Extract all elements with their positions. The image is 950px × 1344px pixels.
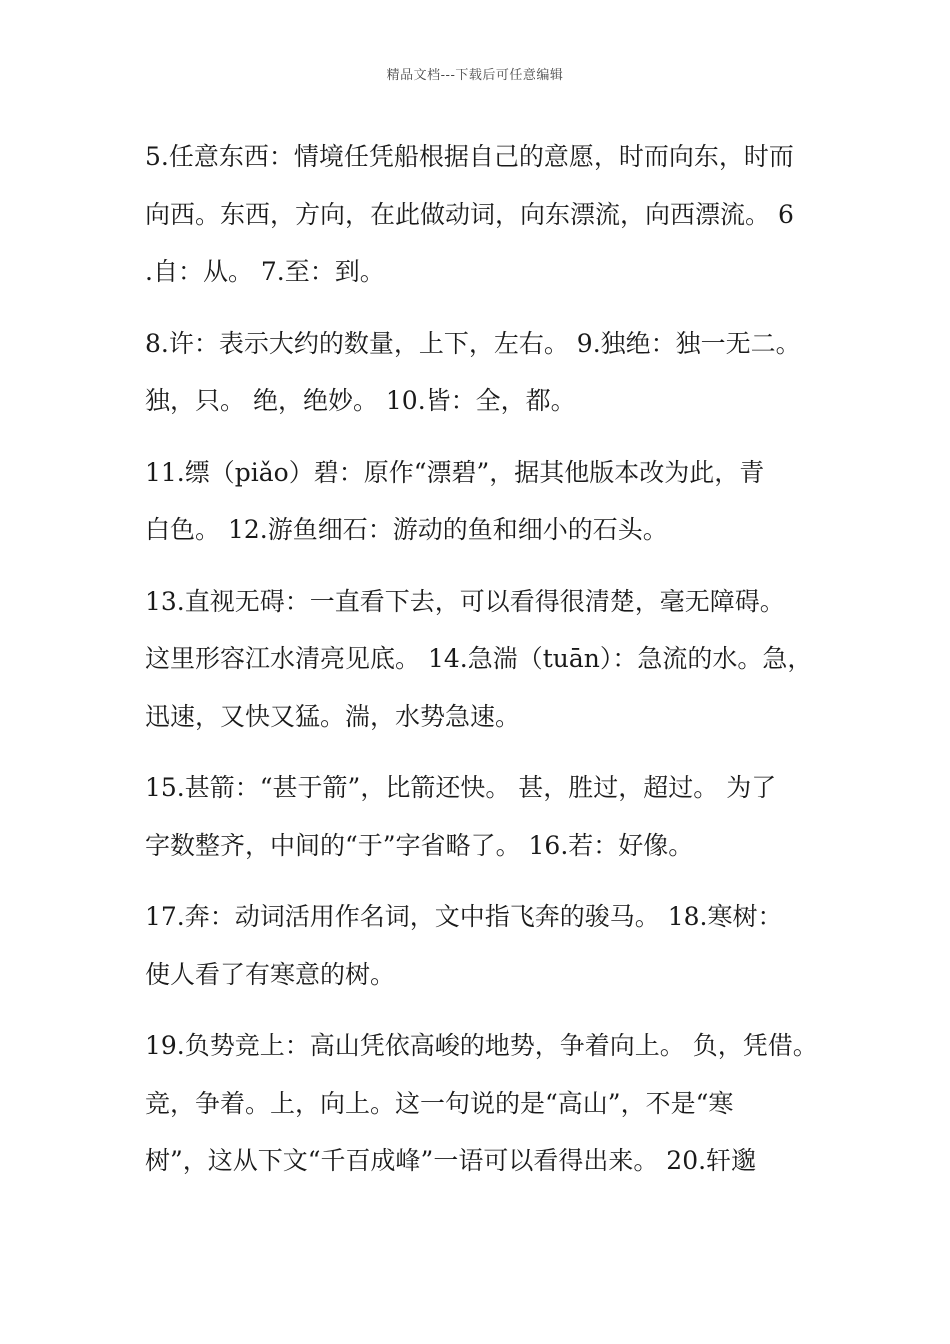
annotation-paragraph: [145, 315, 815, 430]
annotation-paragraph: [145, 128, 815, 301]
annotation-paragraph: [145, 1017, 818, 1190]
annotation-paragraph: [145, 888, 815, 1003]
text-line: 向西。东西，方向，在此做动词，向东漂流，向西漂流。 6: [145, 199, 794, 229]
text-line: 迅速，又快又猛。湍，水势急速。: [145, 701, 521, 731]
text-line: 这里形容江水清亮见底。 14.急湍（tuān）：急流的水。急，: [145, 644, 813, 673]
page-header: 精品文档---下载后可任意编辑: [386, 68, 564, 83]
text-line: 13.直视无碍：一直看下去，可以看得很清楚，毫无障碍。: [145, 586, 785, 616]
annotation-paragraph: [145, 759, 815, 874]
annotation-paragraph: [145, 573, 815, 746]
text-line: 5.任意东西：情境任凭船根据自己的意愿，时而向东，时而: [145, 142, 794, 171]
text-line: 独，只。 绝，绝妙。 10.皆：全，都。: [145, 386, 576, 415]
text-line: 8.许：表示大约的数量，上下，左右。 9.独绝：独一无二。: [145, 328, 801, 358]
text-line: 17.奔：动词活用作名词，文中指飞奔的骏马。 18.寒树：: [145, 902, 783, 931]
text-line: 白色。 12.游鱼细石：游动的鱼和细小的石头。: [145, 515, 668, 544]
text-line: 使人看了有寒意的树。: [145, 959, 396, 989]
text-line: 树”，这从下文“千百成峰”一语可以看得出来。 20.轩邈: [145, 1146, 757, 1175]
document-body: [145, 128, 818, 1204]
text-line: 15.甚箭：“甚于箭”，比箭还快。 甚，胜过，超过。 为了: [145, 773, 777, 802]
annotation-paragraph: [145, 444, 815, 559]
text-line: 竞，争着。上，向上。这一句说的是“高山”，不是“寒: [145, 1088, 734, 1118]
text-line: 19.负势竞上：高山凭依高峻的地势，争着向上。 负，凭借。: [145, 1031, 818, 1060]
text-line: 字数整齐，中间的“于”字省略了。 16.若：好像。: [145, 830, 694, 860]
text-line: .自：从。 7.至：到。: [145, 257, 385, 286]
text-line: 11.缥（piǎo）碧：原作“漂碧”，据其他版本改为此，青: [145, 457, 765, 487]
